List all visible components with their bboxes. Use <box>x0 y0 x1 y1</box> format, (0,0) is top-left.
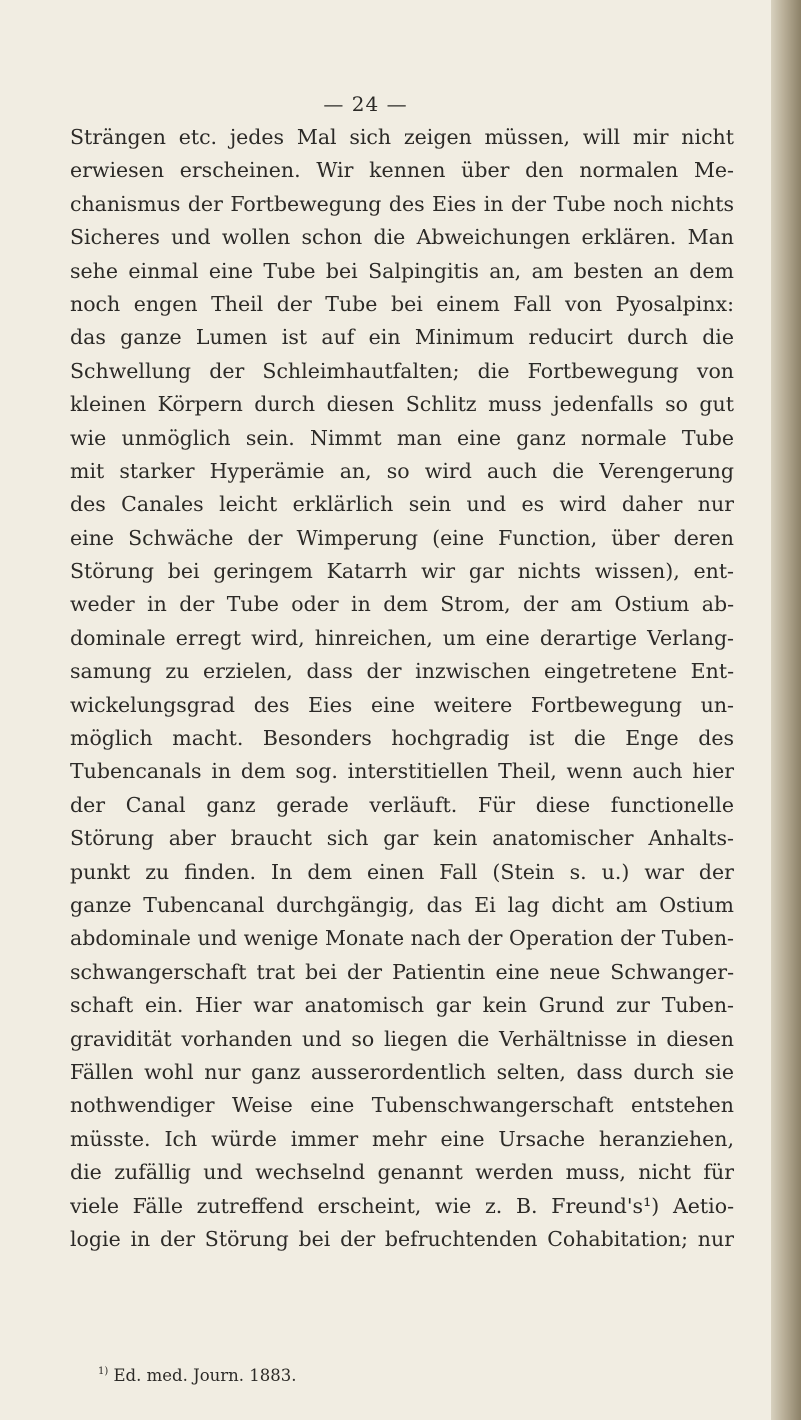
text-line: logie in der Störung bei der befruchtenden Cohabitation; nur <box>70 1226 734 1251</box>
text-line: abdominale und wenige Monate nach der Operation der Tuben- <box>70 926 734 951</box>
text-line: Strängen etc. jedes Mal sich zeigen müssen, will mir nicht <box>70 125 734 149</box>
text-line: Tubencanals in dem sog. interstitiellen Theil, wenn auch hier <box>70 759 734 784</box>
text-line: noch engen Theil der Tube bei einem Fall von Pyosalpinx: <box>70 291 734 316</box>
text-line: schaft ein. Hier war anatomisch gar kein Grund zur Tuben- <box>70 993 734 1018</box>
text-line: gravidität vorhanden und so liegen die Verhältnisse in diesen <box>70 1026 734 1051</box>
text-line: nothwendiger Weise eine Tubenschwangerschaft entstehen <box>70 1093 734 1118</box>
text-line: dominale erregt wird, hinreichen, um eine derartige Verlang- <box>70 625 734 650</box>
text-line: Fällen wohl nur ganz ausserordentlich selten, dass durch sie <box>70 1059 734 1084</box>
text-line: Störung aber braucht sich gar kein anatomischer Anhalts- <box>70 826 734 851</box>
text-line: samung zu erzielen, dass der inzwischen eingetretene Ent- <box>70 659 734 684</box>
text-line: erwiesen erscheinen. Wir kennen über den normalen Me- <box>70 158 734 183</box>
text-line: möglich macht. Besonders hochgradig ist die Enge des <box>70 726 734 751</box>
text-line: des Canales leicht erklärlich sein und es wird daher nur <box>70 492 734 517</box>
text-line: wie unmöglich sein. Nimmt man eine ganz normale Tube <box>70 425 734 450</box>
text-line: viele Fälle zutreffend erscheint, wie z. B. Freund's¹) Aetio- <box>70 1193 734 1218</box>
text-line: weder in der Tube oder in dem Strom, der am Ostium ab- <box>70 592 734 617</box>
text-line: schwangerschaft trat bei der Patientin eine neue Schwanger- <box>70 959 734 984</box>
footnote <box>98 1366 297 1385</box>
footnote-text: Ed. med. Journ. 1883. <box>113 1366 297 1385</box>
page-number: — 24 — <box>323 92 408 116</box>
text-line: der Canal ganz gerade verläuft. Für diese functionelle <box>70 792 734 817</box>
text-line: ganze Tubencanal durchgängig, das Ei lag dicht am Ostium <box>70 892 734 917</box>
text-line: mit starker Hyperämie an, so wird auch die Verengerung <box>70 458 734 483</box>
text-line: chanismus der Fortbewegung des Eies in der Tube noch nichts <box>70 191 734 216</box>
text-line: Sicheres und wollen schon die Abweichungen erklären. Man <box>70 225 734 250</box>
text-line: punkt zu finden. In dem einen Fall (Stein s. u.) war der <box>70 859 734 884</box>
text-line: wickelungsgrad des Eies eine weitere Fortbewegung un- <box>70 692 734 717</box>
text-line: das ganze Lumen ist auf ein Minimum reducirt durch die <box>70 325 734 350</box>
text-line: müsste. Ich würde immer mehr eine Ursache heranziehen, <box>70 1126 734 1151</box>
page-edge-shadow <box>771 0 801 1420</box>
text-line: sehe einmal eine Tube bei Salpingitis an, am besten an dem <box>70 258 734 283</box>
footnote-marker: 1) <box>98 1366 109 1377</box>
text-line: Störung bei geringem Katarrh wir gar nichts wissen), ent- <box>70 559 734 584</box>
text-line: kleinen Körpern durch diesen Schlitz muss jedenfalls so gut <box>70 392 734 417</box>
text-line: Schwellung der Schleimhautfalten; die Fortbewegung von <box>70 358 734 383</box>
body-text <box>70 121 734 1256</box>
text-line: die zufällig und wechselnd genannt werden muss, nicht für <box>70 1160 734 1185</box>
text-line: eine Schwäche der Wimperung (eine Function, über deren <box>70 525 734 550</box>
